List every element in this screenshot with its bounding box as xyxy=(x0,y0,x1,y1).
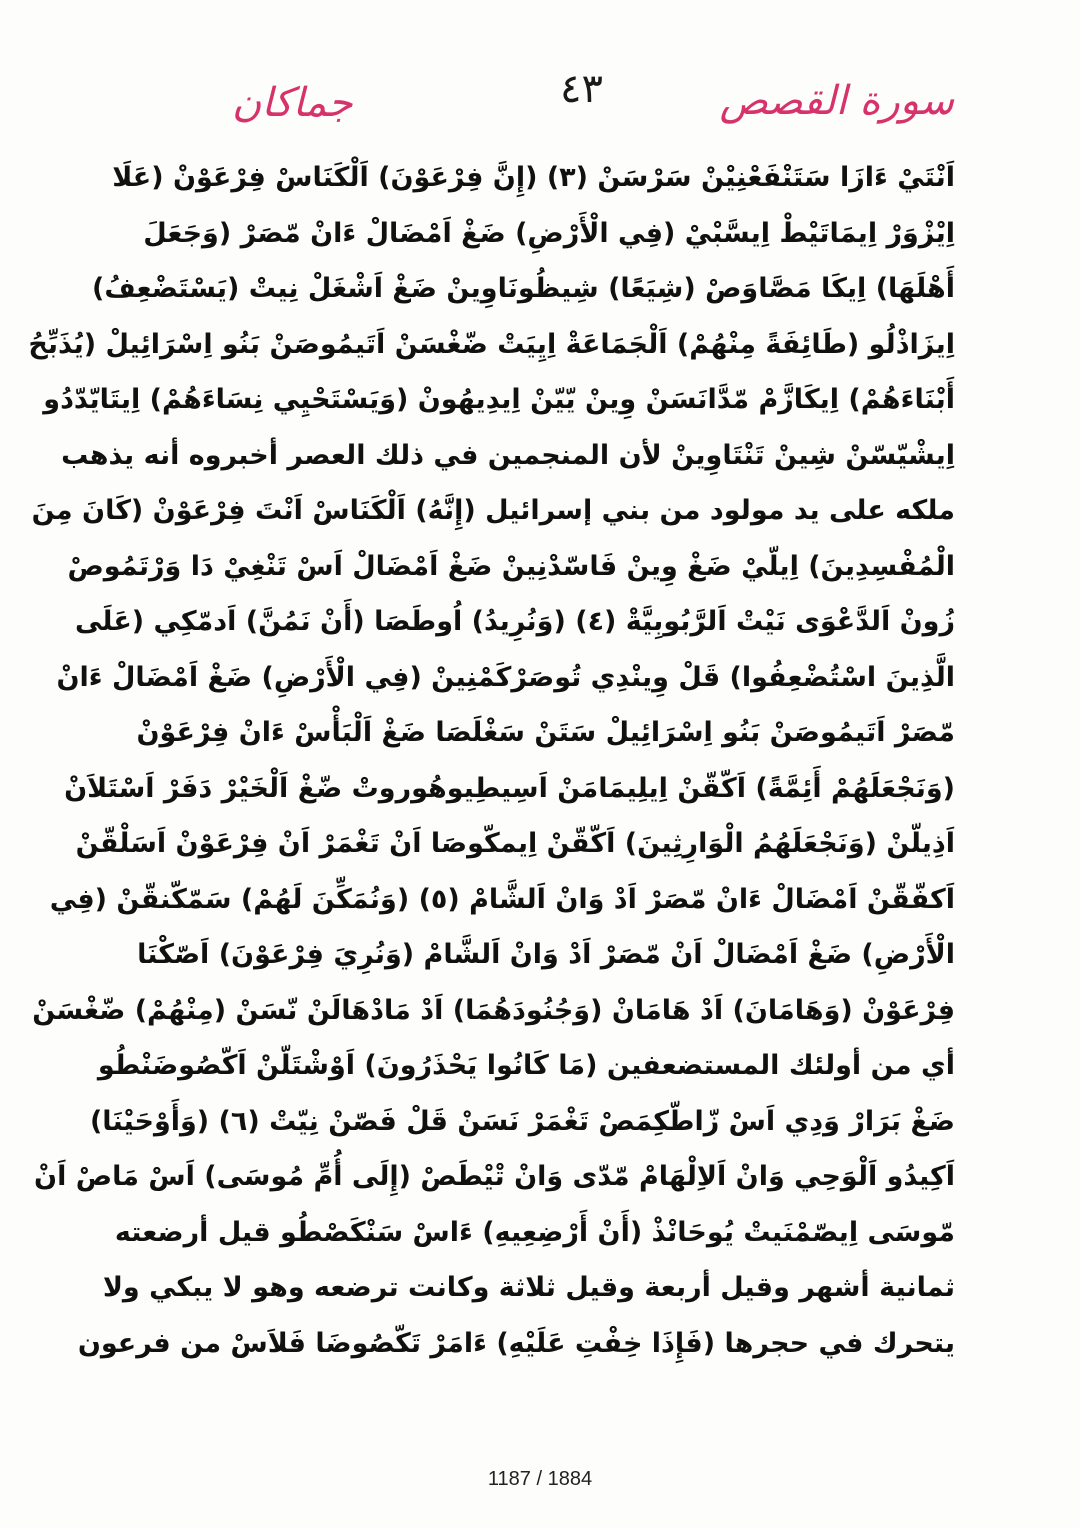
text-line: اِيزَاذْلُو (طَائِفَةً مِنْهُمْ) اَلْجَمَاعَةْ اِيِيَتْ ضّغْسَنْ اَتَيمُوصَنْ بَنُو اِسْرَائِيلْ (يُذَبِّحُ xyxy=(28,328,955,360)
page-number: ٤٣ xyxy=(560,66,603,112)
text-line: (وَنَجْعَلَهُمْ أَئِمَّةً) اَكّقّنْ اِيلِيمَامَنْ اَسِيطِيوهُوروتْ ضّغْ اَلْخَيْرْ دَفَرْ اَسْتَلاَنْ xyxy=(64,772,955,804)
text-line: اِيشْيّسّنْ شِينْ تَنْتَاوِينْ لأن المنجمين في ذلك العصر أخبروه أنه يذهب xyxy=(61,439,955,471)
text-line: فِرْعَوْنْ (وَهَامَانَ) اَدْ هَامَانْ (وَجُنُودَهُمَا) اَدْ مَادْهَالَنْ نّسَنْ (مِنْهُمْ) ضّغْسَنْ xyxy=(32,994,955,1026)
tafsir-text xyxy=(28,150,955,1371)
text-line: أَهْلَهَا) اِيكَا مَصَّاوَصْ (شِيَعًا) شِيظُونَاوِينْ ضَغْ اَشْغَلْ نِيتْ (يَسْتَضْعِفُ) xyxy=(92,273,955,304)
text-line: أي من أولئك المستضعفين (مَا كَانُوا يَحْذَرُونَ) اَوْشْتَلّنْ اَكّصُوضَنْطُو xyxy=(97,1050,955,1081)
surah-title: سورة القصص xyxy=(719,78,954,124)
text-line: يتحرك في حجرها (فَإِذَا خِفْتِ عَلَيْهِ) ءَامَرْ تَكّصُوضَا فَلاَسْ من فرعون xyxy=(77,1327,955,1359)
handwritten-note: جماكان xyxy=(232,80,353,126)
page-header xyxy=(220,66,960,136)
text-line: اَكفّقّنْ اَمْضَالْ ءَانْ مّصَرْ اَدْ وَانْ اَلشَّامْ (٥) (وَنُمَكِّنَ لَهُمْ) سَمّكّنقّنْ (فِي xyxy=(49,883,955,915)
text-line: زُونْ اَلدَّعْوَى نَيْتْ اَلرَّبُوبِيَّةْ (٤) (وَنُرِيدُ) اُوطَصَا (أَنْ نَمُنَّ) اَدمّكِي (عَلَى xyxy=(74,606,955,637)
text-line: ثمانية أشهر وقيل أربعة وقيل ثلاثة وكانت ترضعه وهو لا يبكي ولا xyxy=(102,1272,955,1303)
text-line: الَّذِينَ اسْتُضْعِفُوا) قَلْ وِينْدِي تُوصَرْكَمْنِينْ (فِي الْأَرْضِ) ضَغْ اَمْضَالْ ءَانْ xyxy=(56,661,955,693)
text-line: اَكِيدُو اَلْوَحِي وَانْ اَلاِلْهَامْ مّدّى وَانْ تْيْطَصْ (إِلَى أُمِّ مُوسَى) اَسْ مَاصْ اَنْ xyxy=(34,1161,955,1192)
pagination-indicator: 1187 / 1884 xyxy=(487,1468,593,1490)
text-line: الْأَرْضِ) ضَغْ اَمْضَالْ اَنْ مّصَرْ اَدْ وَانْ اَلشَّامْ (وَنُرِيَ فِرْعَوْنَ) اَصّكْنَا xyxy=(137,939,955,970)
text-line: اَذِيلّنْ (وَنَجْعَلَهُمُ الْوَارِثِينَ) اَكّقّنْ اِيمكّوصَا اَنْ تَغْمَرْ اَنْ فِرْعَوْنْ اَسَلْقّنْ xyxy=(75,828,955,859)
text-line: ضَغْ بَرَارْ وَدِي اَسْ زّاطّكِمَصْ تَغْمَرْ نَسَنْ قَلْ فَصّنْ نِيّتْ (٦) (وَأَوْحَيْنَا) xyxy=(89,1105,955,1137)
text-line: اَنْتَيْ ءَازَا سَتَنْفَعْنِيْنْ سَرْسَنْ (٣) (إِنَّ فِرْعَوْنَ) اَلْكَنَاسْ فِرْعَوْنْ (عَلَا xyxy=(112,162,955,193)
text-line: أَبْنَاءَهُمْ) اِيكَازَّمْ مّدَّانَسَنْ وِينْ يّيّنْ اِيدِيهُونْ (وَيَسْتَحْيِي نِسَاءَهُمْ) اِيتَايّدّدُو xyxy=(43,384,955,415)
text-line: الْمُفْسِدِينَ) اِيلّيْ ضَغْ وِينْ فَاسّدْنِينْ ضَغْ اَمْضَالْ اَسْ تَنْغِيْ دَا وَرْتَمُوصْ xyxy=(67,550,955,582)
text-line: مّوسَى اِيصّمْنَيتْ يُوحَانْذْ (أَنْ أَرْضِعِيهِ) ءَاسْ سَنْكَصْطُو قيل أرضعته xyxy=(114,1216,955,1248)
text-line: ملكه على يد مولود من بني إسرائيل (إِنَّهُ) اَلْكَنَاسْ اَنْتَ فِرْعَوْنْ (كَانَ مِنَ xyxy=(31,495,955,526)
text-line: اِيْزْوَرْ اِيمَاتَيْطْ اِيسَّبْيْ (فِي الْأَرْضِ) ضَغْ اَمْضَالْ ءَانْ مّصَرْ (وَجَعَلَ xyxy=(143,217,955,249)
text-line: مّصَرْ اَتَيمُوصَنْ بَنُو اِسْرَائِيلْ سَتَنْ سَغْلَصَا ضَغْ اَلْبَأْسْ ءَانْ فِرْعَوْنْ xyxy=(136,717,955,748)
